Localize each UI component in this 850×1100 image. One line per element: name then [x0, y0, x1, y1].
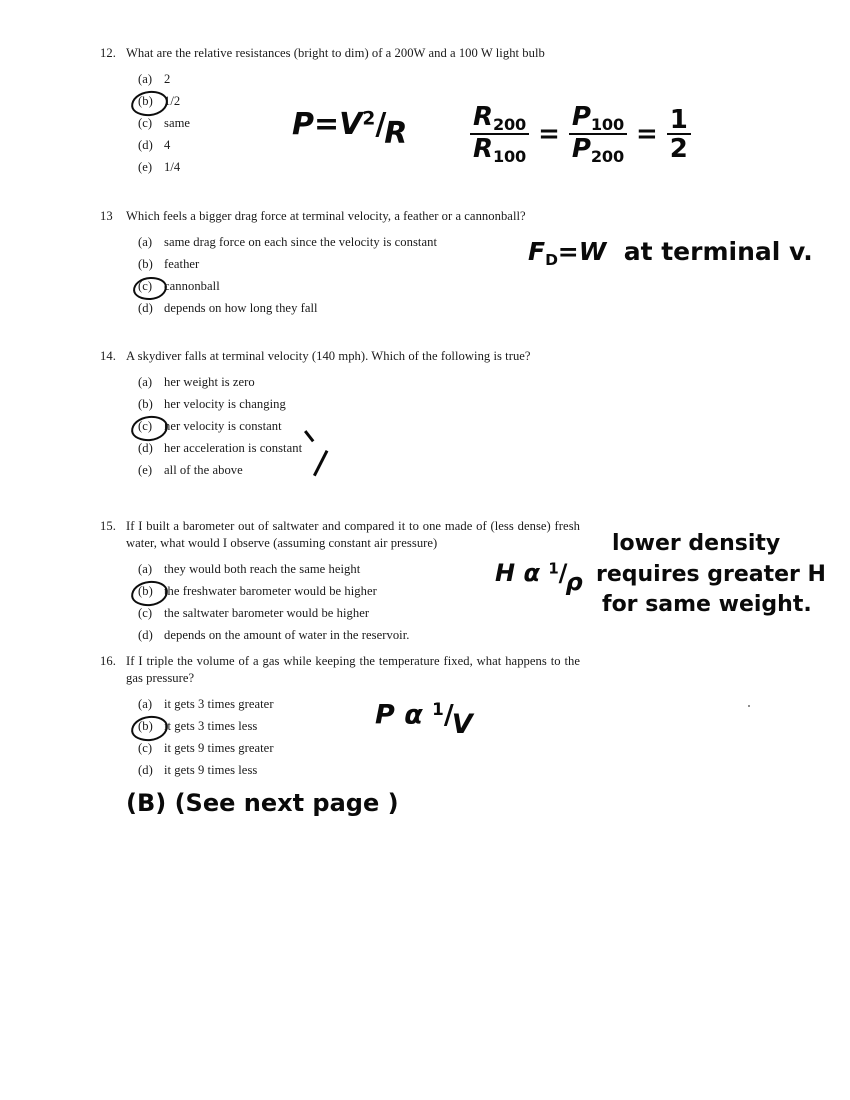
question-block-14	[100, 348, 580, 484]
hw-symbol-W: W	[578, 237, 607, 266]
question-number-16: 16.	[100, 654, 117, 668]
choice-14-d[interactable]	[138, 440, 580, 462]
hw-symbol-V: V	[339, 107, 363, 142]
hw-equals-1: =	[538, 119, 560, 150]
choice-label-14-c: (c)	[138, 419, 153, 433]
hw-R-den: R	[473, 134, 494, 165]
choice-list-14	[100, 374, 580, 484]
choice-label-15-a: (a)	[138, 562, 153, 576]
choice-label-14-e: (e)	[138, 463, 153, 477]
hw-V-denominator: V	[451, 708, 473, 740]
handwritten-power-formula-q12	[292, 107, 409, 151]
hw-symbol-F-sub: D	[545, 250, 558, 269]
hw-frac-resistance	[470, 104, 529, 166]
hw-slash: /	[375, 107, 387, 142]
choice-15-c[interactable]	[138, 605, 580, 627]
question-block-16	[100, 653, 580, 784]
choice-text-12-d: 4	[164, 138, 171, 152]
hw-P-den: P	[571, 134, 591, 165]
choice-text-16-a: it gets 3 times greater	[164, 697, 274, 711]
handwritten-resistance-ratio-q12	[470, 104, 691, 166]
choice-13-c[interactable]	[138, 278, 580, 300]
choice-16-d[interactable]	[138, 762, 580, 784]
choice-16-c[interactable]	[138, 740, 580, 762]
choice-label-14-d: (d)	[138, 441, 153, 455]
choice-label-12-a: (a)	[138, 72, 153, 86]
hw-P-num: P	[571, 102, 591, 132]
choice-text-14-c: her velocity is constant	[164, 419, 282, 433]
choice-12-a[interactable]	[138, 71, 580, 93]
hw-text-terminal-v: at terminal v.	[623, 237, 813, 266]
choice-text-12-e: 1/4	[164, 160, 181, 174]
question-number-14: 14.	[100, 349, 117, 363]
question-stem-15	[100, 518, 580, 552]
choice-text-16-d: it gets 9 times less	[164, 763, 258, 777]
choice-text-13-c: cannonball	[164, 279, 220, 293]
question-text-16: If I triple the volume of a gas while keeping the temperature fixed, what happens to the gas pressure?	[126, 654, 580, 685]
choice-label-13-b: (b)	[138, 257, 153, 271]
question-stem-16	[100, 653, 580, 687]
choice-label-12-e: (e)	[138, 160, 153, 174]
hw-P-den-sub: 200	[590, 147, 624, 167]
hw-rho-denominator: ρ	[565, 568, 583, 596]
hw-note-line-1: lower density	[612, 531, 781, 556]
question-text-13: Which feels a bigger drag force at terminal velocity, a feather or a cannonball?	[126, 209, 526, 223]
hw-note-line-2: requires greater H	[596, 561, 826, 587]
choice-13-a[interactable]	[138, 234, 580, 256]
choice-label-13-a: (a)	[138, 235, 153, 249]
choice-label-13-d: (d)	[138, 301, 153, 315]
choice-label-12-c: (c)	[138, 116, 153, 130]
choice-label-16-b: (b)	[138, 719, 153, 733]
choice-label-16-d: (d)	[138, 763, 153, 777]
choice-14-e[interactable]	[138, 462, 580, 484]
choice-15-d[interactable]	[138, 627, 580, 649]
choice-text-16-b: it gets 3 times less	[164, 719, 258, 733]
hw-one-numerator: 1	[548, 559, 559, 578]
question-number-12: 12.	[100, 46, 117, 60]
handwritten-boyles-law-q16	[375, 699, 475, 740]
hw-P-num-sub: 100	[590, 115, 624, 135]
choice-text-15-c: the saltwater barometer would be higher	[164, 606, 370, 620]
choice-label-14-a: (a)	[138, 375, 153, 389]
handwritten-checkmark-q14	[300, 420, 334, 450]
question-text-14: A skydiver falls at terminal velocity (140 mph). Which of the following is true?	[126, 349, 531, 363]
question-number-15: 15.	[100, 519, 117, 533]
choice-14-c[interactable]	[138, 418, 580, 440]
question-stem-14	[100, 348, 580, 365]
hw-equals: =	[314, 107, 340, 142]
question-text-12: What are the relative resistances (bright to dim) of a 200W and a 100 W light bulb	[126, 46, 545, 60]
choice-label-15-b: (b)	[138, 584, 153, 598]
choice-text-14-e: all of the above	[164, 463, 243, 477]
choice-text-14-d: her acceleration is constant	[164, 441, 303, 455]
choice-text-14-b: her velocity is changing	[164, 397, 286, 411]
choice-text-12-c: same	[164, 116, 191, 130]
choice-label-16-c: (c)	[138, 741, 153, 755]
choice-label-13-c: (c)	[138, 279, 153, 293]
choice-label-16-a: (a)	[138, 697, 153, 711]
question-block-13	[100, 208, 580, 322]
hw-symbol-P: P	[292, 107, 314, 142]
hw-symbol-R: R	[384, 116, 408, 151]
choice-text-16-c: it gets 9 times greater	[164, 741, 274, 755]
hw-result-num: 1	[669, 105, 688, 136]
choice-list-13	[100, 234, 580, 322]
choice-list-16	[100, 696, 580, 784]
choice-text-15-d: depends on the amount of water in the reservoir.	[164, 628, 410, 642]
hw-equals-q13: =	[557, 237, 579, 266]
checkmark-stroke-short	[304, 430, 314, 442]
choice-text-13-a: same drag force on each since the velocity is constant	[164, 235, 438, 249]
hw-R-den-sub: 100	[493, 147, 527, 167]
choice-text-14-a: her weight is zero	[164, 375, 255, 389]
handwritten-explanation-note-q15	[596, 531, 826, 618]
choice-text-13-b: feather	[164, 257, 200, 271]
handwritten-height-density-relation-q15	[495, 559, 585, 596]
choice-label-12-b: (b)	[138, 94, 153, 108]
handwritten-drag-note-q13	[528, 238, 813, 269]
hw-symbol-F: F	[528, 237, 546, 266]
choice-16-b[interactable]	[138, 718, 580, 740]
choice-label-12-d: (d)	[138, 138, 153, 152]
choice-label-14-b: (b)	[138, 397, 153, 411]
choice-text-12-a: 2	[164, 72, 171, 86]
choice-label-15-c: (c)	[138, 606, 153, 620]
handwritten-bottom-note: (B) (See next page )	[126, 789, 399, 817]
hw-R-num-sub: 200	[493, 115, 527, 135]
choice-text-15-b: the freshwater barometer would be higher	[164, 584, 377, 598]
hw-proportional-symbol: α	[523, 559, 540, 587]
hw-frac-power	[569, 104, 627, 166]
choice-13-b[interactable]	[138, 256, 580, 278]
choice-text-12-b: 1/2	[164, 94, 181, 108]
hw-proportional-symbol-q16: α	[404, 699, 423, 731]
choice-14-b[interactable]	[138, 396, 580, 418]
choice-14-a[interactable]	[138, 374, 580, 396]
choice-label-15-d: (d)	[138, 628, 153, 642]
hw-result-den: 2	[667, 133, 691, 162]
choice-text-15-a: they would both reach the same height	[164, 562, 361, 576]
scan-speck-artifact	[748, 705, 750, 707]
hw-symbol-H: H	[495, 559, 516, 587]
question-stem-12	[100, 45, 580, 62]
hw-slash-q16: /	[443, 699, 454, 731]
question-text-15: If I built a barometer out of saltwater and compared it to one made of (less dense) fresh water, what would I observe (assuming constant air pressure)	[126, 519, 580, 550]
hw-equals-2: =	[635, 119, 658, 150]
hw-slash-q15: /	[558, 559, 568, 587]
question-stem-13	[100, 208, 580, 225]
hw-exponent-2: 2	[362, 108, 376, 130]
choice-13-d[interactable]	[138, 300, 580, 322]
hw-frac-result	[667, 105, 691, 165]
hw-symbol-P-q16: P	[375, 699, 395, 731]
choice-16-a[interactable]	[138, 696, 580, 718]
hw-one-numerator-q16: 1	[432, 699, 444, 719]
hw-R-num: R	[473, 102, 494, 132]
hw-note-line-3: for same weight.	[602, 592, 812, 618]
question-number-13: 13	[100, 209, 113, 223]
choice-text-13-d: depends on how long they fall	[164, 301, 318, 315]
